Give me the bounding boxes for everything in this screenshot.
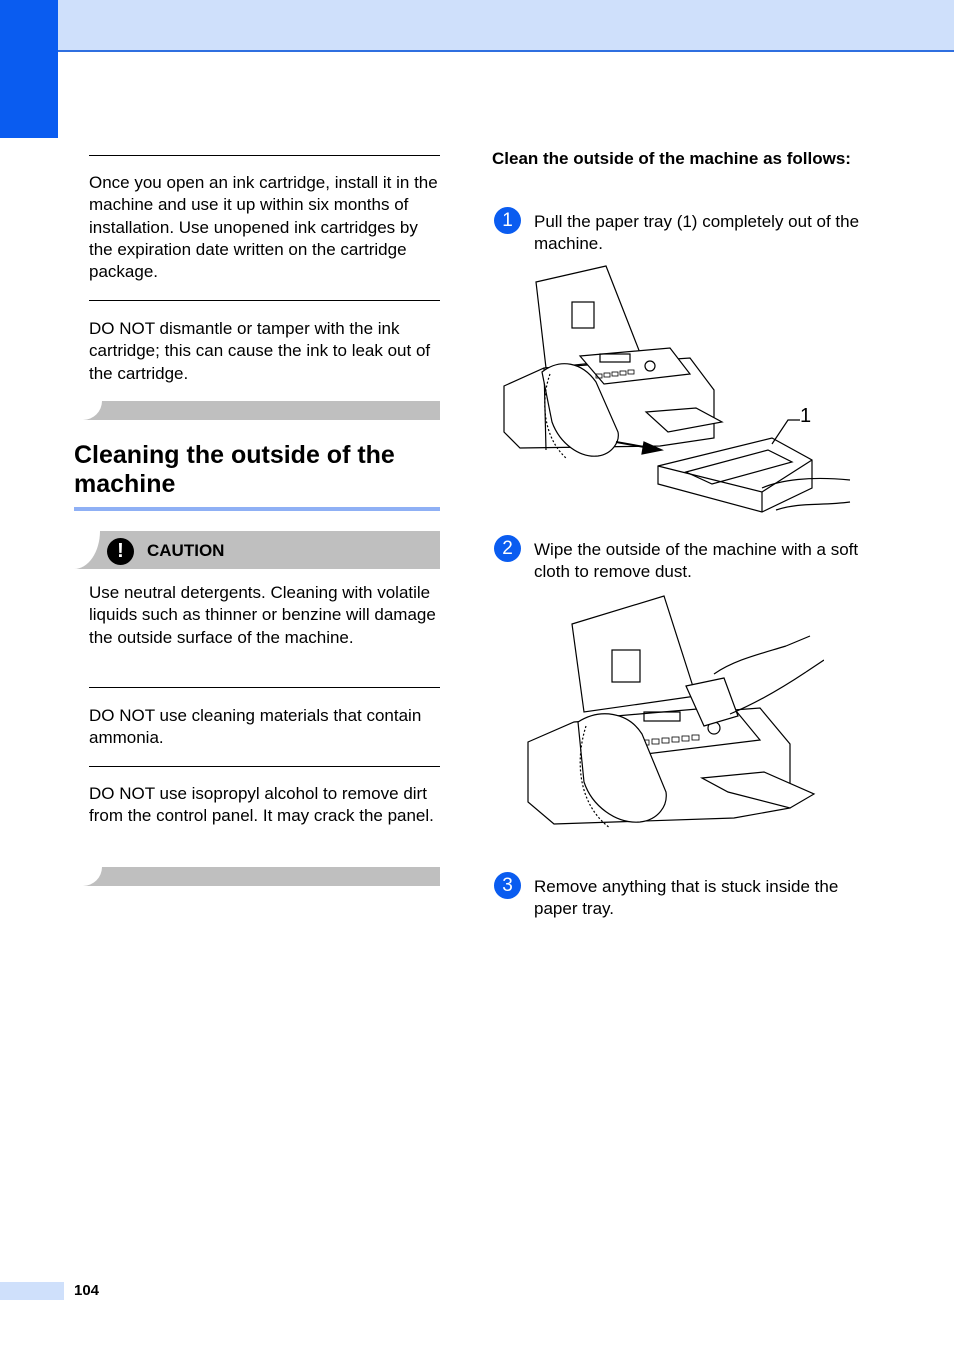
step-number-badge: 1 (494, 207, 521, 234)
step-number-badge: 2 (494, 535, 521, 562)
note-end-bar (74, 401, 440, 420)
header-band (0, 0, 954, 52)
page-number: 104 (74, 1282, 100, 1299)
figure-wipe-machine (524, 594, 824, 856)
divider (89, 687, 440, 688)
chapter-tab (0, 0, 58, 138)
step-number-badge: 3 (494, 872, 521, 899)
figure-pull-paper-tray (500, 262, 860, 524)
note-paragraph: DO NOT dismantle or tamper with the ink cartridge; this can cause the ink to leak out of the cartridge. (89, 319, 431, 383)
procedure-heading: Clean the outside of the machine as follows: (492, 149, 851, 168)
section-title: Cleaning the outside of the machine (74, 441, 395, 498)
step-text: Pull the paper tray (1) completely out of the machine. (534, 212, 860, 254)
caution-end-bar (74, 867, 440, 886)
caution-exclamation-icon: ! (107, 538, 134, 565)
callout-label: 1 (800, 405, 812, 427)
caution-paragraph: DO NOT use isopropyl alcohol to remove dirt from the control panel. It may crack the panel. (89, 784, 434, 826)
caution-paragraph: DO NOT use cleaning materials that contain ammonia. (89, 706, 422, 748)
note-paragraph: Once you open an ink cartridge, install it in the machine and use it up within six months of installation. Use unopened ink cartridges by the expiration date written on the cartridge package. (89, 173, 438, 282)
title-underline (74, 507, 440, 511)
page-tab (0, 1282, 64, 1300)
divider (89, 155, 440, 156)
caution-paragraph: Use neutral detergents. Cleaning with volatile liquids such as thinner or benzine will damage the outside surface of the machine. (89, 583, 436, 647)
divider (89, 300, 440, 301)
caution-label: CAUTION (147, 541, 225, 560)
step-text: Wipe the outside of the machine with a soft cloth to remove dust. (534, 540, 859, 582)
divider (89, 766, 440, 767)
step-text: Remove anything that is stuck inside the paper tray. (534, 877, 839, 919)
